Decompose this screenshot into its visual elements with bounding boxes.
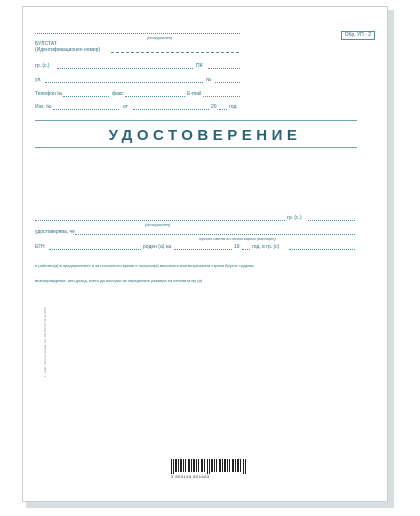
year-prefix: 20 xyxy=(211,104,217,110)
postcode-field[interactable] xyxy=(208,68,240,69)
barcode-number: 3 800165 801683 xyxy=(171,474,210,479)
city-field[interactable] xyxy=(57,68,193,69)
org-caption: (осигурител) xyxy=(147,35,173,40)
number-field[interactable] xyxy=(215,82,240,83)
year-19-prefix: 19 xyxy=(234,244,240,250)
from-label: от xyxy=(123,104,128,110)
fax-field[interactable] xyxy=(125,96,185,97)
number-label: № xyxy=(206,77,212,83)
bulstat-label: БУЛСТАТ xyxy=(35,41,57,47)
year-label: год. xyxy=(229,104,238,110)
form-code: Обр. УП - 2 xyxy=(341,31,375,40)
body-line-1: е работил(а) в предприятието и за посоченото време е получил(а) вписаното във вътрешната страна брутно трудово xyxy=(35,263,254,268)
id-number-label: (Идентификационен номер) xyxy=(35,47,101,53)
org-line xyxy=(35,33,240,34)
born-label: роден (а) на xyxy=(143,244,172,250)
city2-field[interactable] xyxy=(308,220,355,221)
egn-label: ЕГН xyxy=(35,244,45,250)
year-in-city-label: год. в гр. (с) xyxy=(252,244,280,250)
document-title: УДОСТОВЕРЕНИЕ xyxy=(108,127,302,144)
insured-line[interactable] xyxy=(35,220,285,221)
insured-caption: (осигурител) xyxy=(145,222,171,227)
body-line-2: възнаграждение, или доход, което да послужи за определяне размера на пенсията му (и) xyxy=(35,278,203,283)
title-rule-top xyxy=(35,120,357,121)
city2-label: гр. (с.) xyxy=(287,215,302,221)
birth-city-field[interactable] xyxy=(289,249,355,250)
ref-no-label: Изх. № xyxy=(35,104,52,110)
birthdate-field[interactable] xyxy=(174,249,232,250)
barcode-icon xyxy=(171,459,249,474)
street-label: ул. xyxy=(35,77,42,83)
date-field[interactable] xyxy=(133,109,209,110)
form-sheet xyxy=(22,6,388,502)
year-field[interactable] xyxy=(219,109,227,110)
phone-field[interactable] xyxy=(63,96,109,97)
birth-year-field[interactable] xyxy=(242,249,250,250)
street-field[interactable] xyxy=(45,82,203,83)
email-label: E-mail xyxy=(187,91,202,97)
city-label: гр. (с.) xyxy=(35,63,50,69)
postcode-label: ПК xyxy=(196,63,203,69)
title-rule-bottom xyxy=(35,147,357,148)
bulstat-field[interactable] xyxy=(111,52,239,53)
egn-field[interactable] xyxy=(49,249,141,250)
certifies-label: удостоверява, че xyxy=(35,229,75,235)
full-name-field[interactable] xyxy=(75,234,355,235)
email-field[interactable] xyxy=(203,96,240,97)
phone-label: Телефон № xyxy=(35,91,63,97)
fax-label: факс xyxy=(112,91,124,97)
name-caption: трите имена по лична карта (паспорт) xyxy=(199,236,276,241)
printer-imprint: 1 - инф. "Фезон" ЕООД, тел. 02/ 839 97 69 за 2008 xyxy=(43,307,47,377)
ref-no-field[interactable] xyxy=(53,109,119,110)
